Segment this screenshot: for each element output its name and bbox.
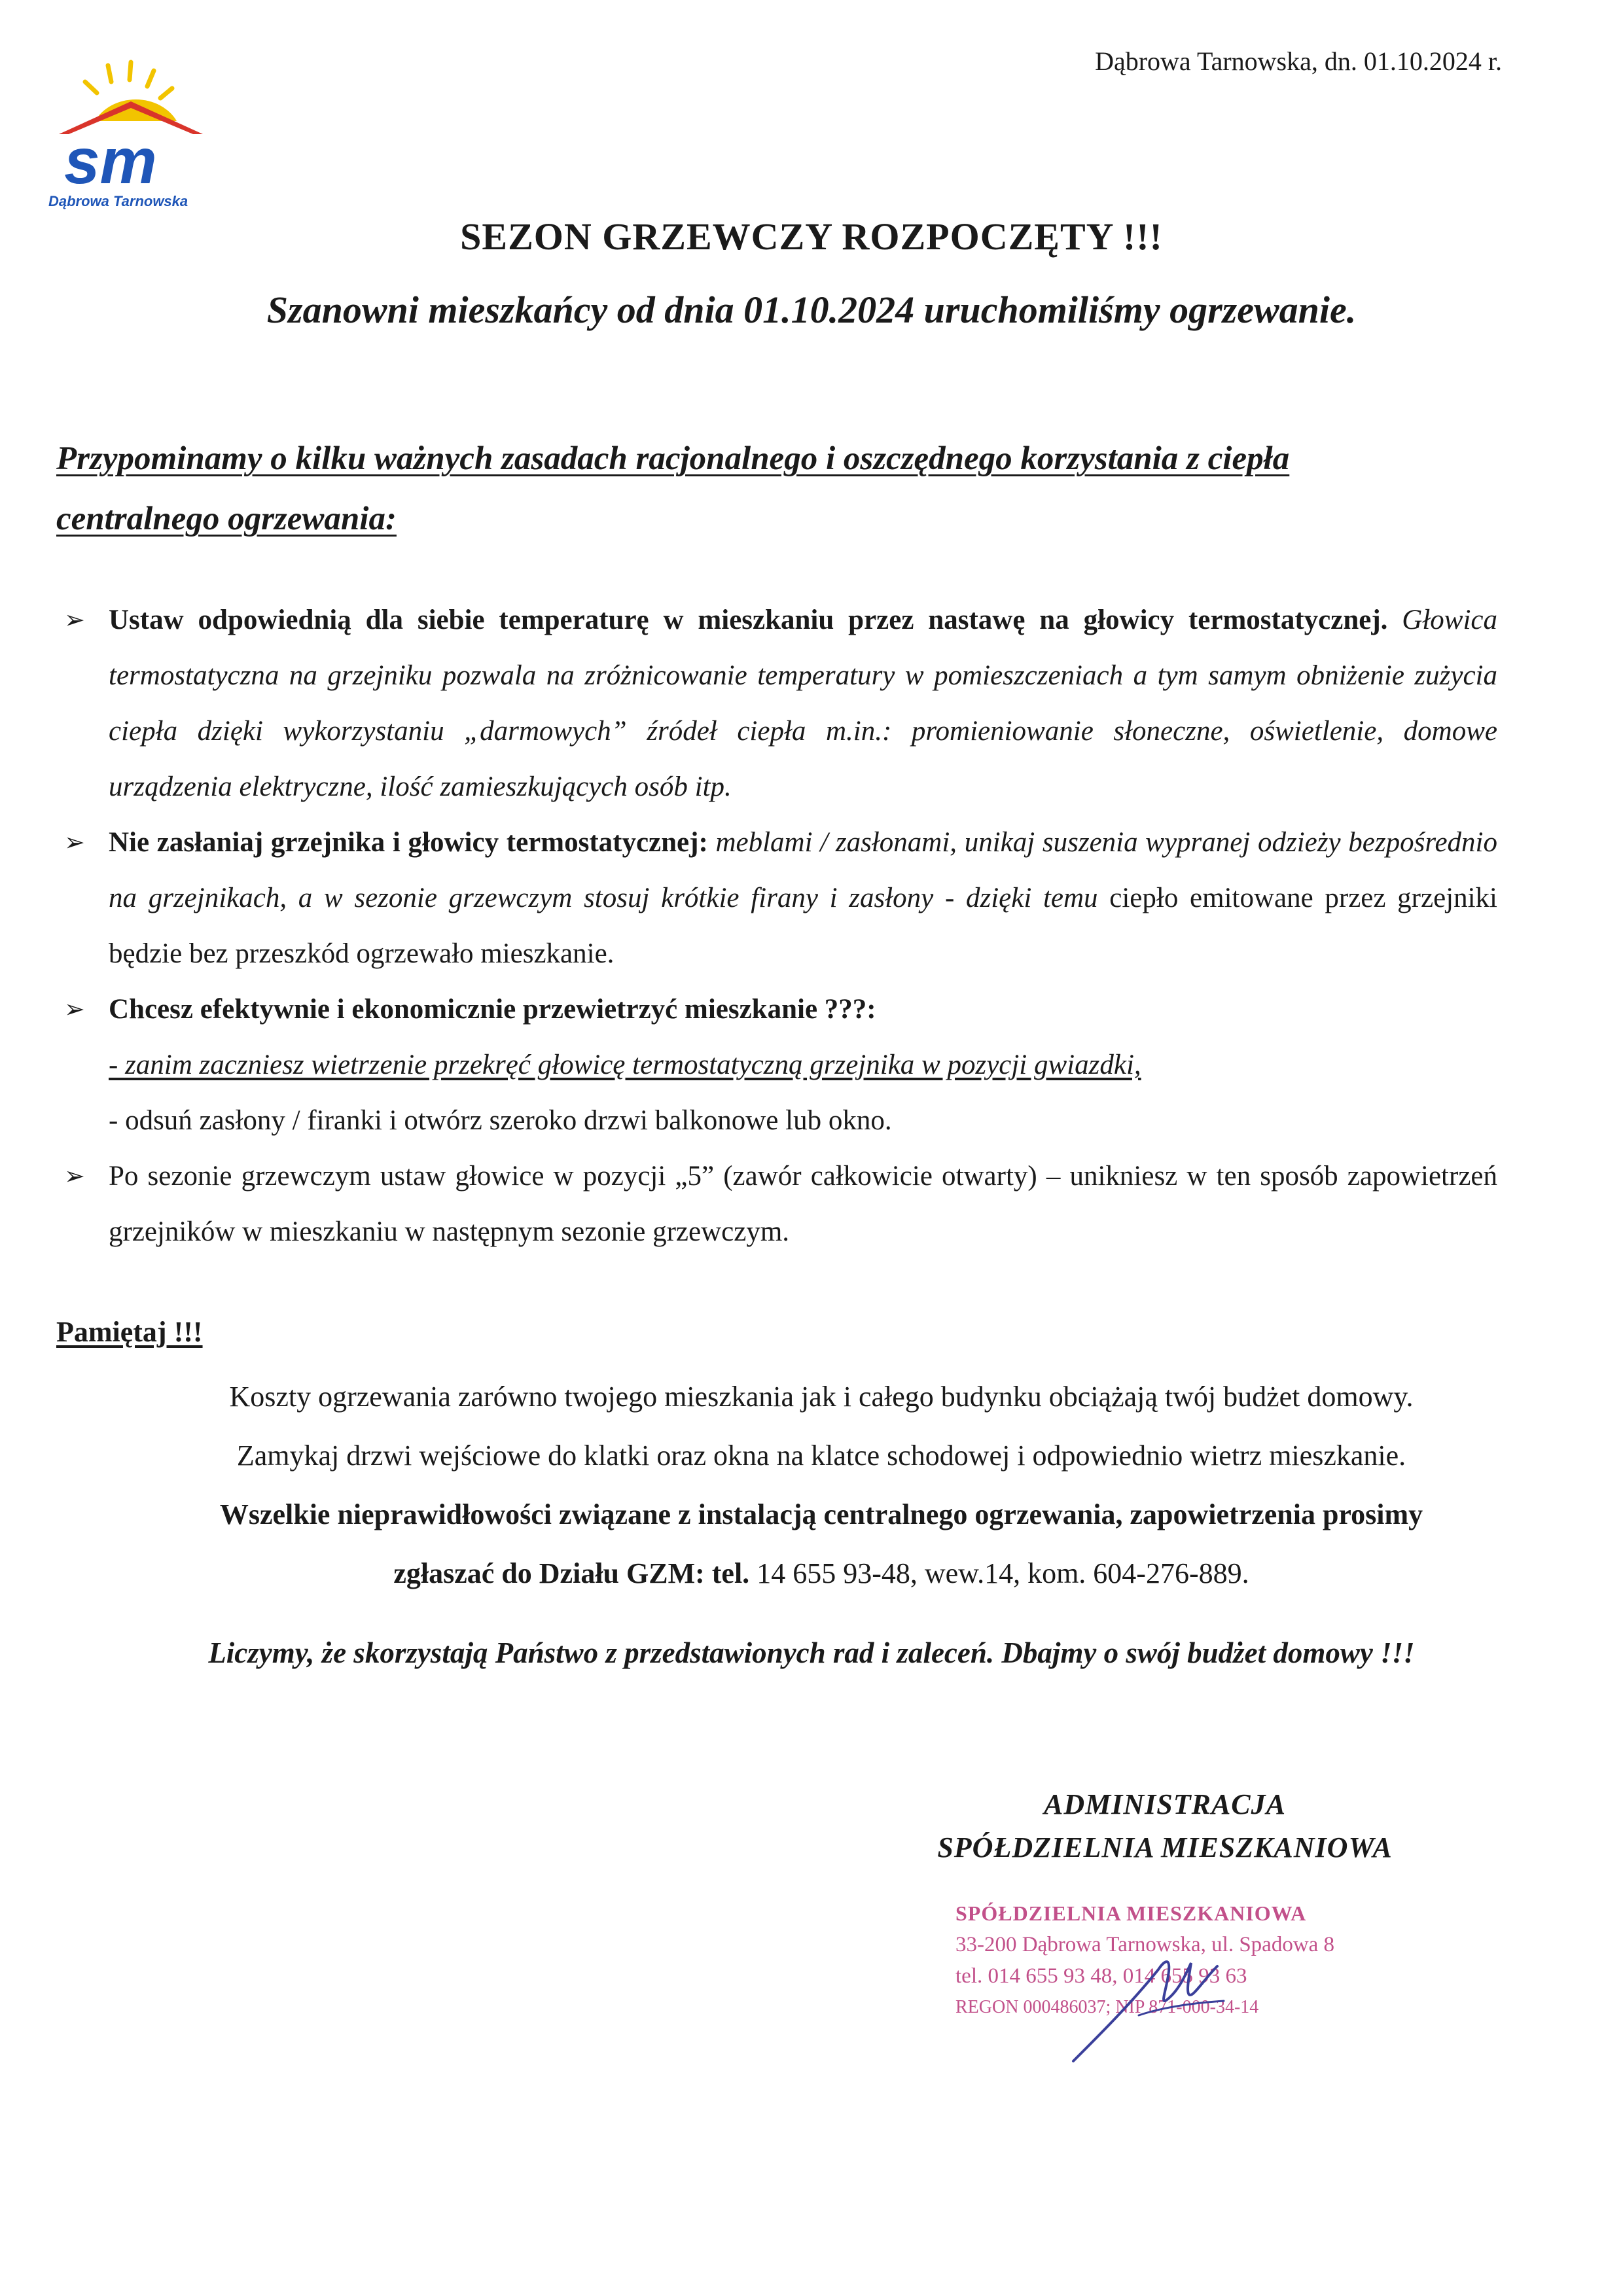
closing-note: Liczymy, że skorzystają Państwo z przedstawionych rad i zaleceń. Dbajmy o swój budżet domowy !!!: [208, 1636, 1415, 1669]
tip-3-step-1: - zanim zaczniesz wietrzenie przekręć głowicę termostatyczną grzejnika w pozycji gwiazdki,: [109, 1050, 1141, 1080]
logo-tagline: Dąbrowa Tarnowska: [48, 193, 188, 209]
date-line: Dąbrowa Tarnowska, dn. 01.10.2024 r.: [1095, 46, 1502, 76]
intro-line-2: centralnego ogrzewania:: [56, 501, 397, 537]
tip-item-ventilation: [64, 981, 1497, 1148]
remember-line-2: Zamykaj drzwi wejściowe do klatki oraz okna na klatce schodowej i odpowiednio wietrz mieszkanie.: [236, 1439, 1406, 1472]
tip-1-heading: Ustaw odpowiednią dla siebie temperaturę w mieszkaniu przez nastawę na głowicy termostatycznej.: [109, 605, 1388, 635]
contact-label: zgłaszać do Działu GZM: tel.: [393, 1557, 750, 1589]
remember-section: [92, 1368, 1551, 1603]
intro-line-1: Przypominamy o kilku ważnych zasadach racjonalnego i oszczędnego korzystania z ciepła: [56, 440, 1290, 477]
tip-item-thermostat: [64, 592, 1497, 815]
tip-item-radiator: [64, 815, 1497, 981]
page-title: SEZON GRZEWCZY ROZPOCZĘTY !!!: [460, 215, 1163, 258]
arrow-bullet-icon: ➢: [64, 828, 85, 857]
handwritten-signature: [1060, 1930, 1243, 2068]
arrow-bullet-icon: ➢: [64, 605, 85, 634]
remember-line-3: Wszelkie nieprawidłowości związane z instalacją centralnego ogrzewania, zapowietrzenia prosimy: [219, 1498, 1423, 1530]
sun-roof-logo-icon: [46, 59, 216, 190]
stamp-line-2: 33-200 Dąbrowa Tarnowska, ul. Spadowa 8: [955, 1933, 1335, 1956]
svg-text:sm: sm: [64, 125, 157, 190]
signature-block: [903, 1783, 1427, 1869]
remember-line-1: Koszty ogrzewania zarówno twojego mieszkania jak i całego budynku obciążają twój budżet domowy.: [229, 1381, 1414, 1413]
arrow-bullet-icon: ➢: [64, 995, 85, 1023]
stamp-line-3: tel. 014 655 93 48, 014 655 93 63: [955, 1964, 1247, 1988]
stamp-line-4: REGON 000486037; NIP 871-000-34-14: [955, 1997, 1259, 2017]
arrow-bullet-icon: ➢: [64, 1161, 85, 1190]
tip-3-step-2: - odsuń zasłony / firanki i otwórz szeroko drzwi balkonowe lub okno.: [109, 1105, 892, 1136]
signature-line-1: ADMINISTRACJA: [1043, 1788, 1286, 1820]
stamp-line-1: SPÓŁDZIELNIA MIESZKANIOWA: [955, 1901, 1307, 1925]
company-logo: [46, 59, 216, 216]
tip-3-heading: Chcesz efektywnie i ekonomicznie przewietrzyć mieszkanie ???:: [109, 994, 876, 1025]
contact-numbers: 14 655 93-48, wew.14, kom. 604-276-889.: [757, 1557, 1249, 1589]
remember-line-4: [92, 1544, 1551, 1603]
signature-line-2: SPÓŁDZIELNIA MIESZKANIOWA: [937, 1831, 1393, 1863]
tip-2-text: meblami / zasłonami, unikaj suszenia wypranej odzieży bezpośrednio na grzejnikach, a w sezonie grzewczym stosuj krótkie firany i zasłony - dzięki temu: [109, 827, 1497, 913]
tip-4-text: Po sezonie grzewczym ustaw głowice w pozycji „5” (zawór całkowicie otwarty) – unikniesz w ten sposób zapowietrzeń grzejników w mieszkaniu w następnym sezonie grzewczym.: [109, 1161, 1497, 1247]
tip-2-heading: Nie zasłaniaj grzejnika i głowicy termostatycznej:: [109, 827, 708, 858]
page-subtitle: Szanowni mieszkańcy od dnia 01.10.2024 uruchomiliśmy ogrzewanie.: [266, 289, 1357, 331]
tip-item-end-of-season: [64, 1148, 1497, 1260]
tip-2-text-end: ciepło emitowane przez grzejniki będzie bez przeszkód ogrzewało mieszkanie.: [109, 883, 1497, 969]
intro-heading: [56, 429, 1470, 549]
tip-1-text: Głowica termostatyczna na grzejniku pozwala na zróżnicowanie temperatury w pomieszczeniach a tym samym obniżenie zużycia ciepła dzięki wykorzystaniu „darmowych” źródeł ciepła m.in.: promieniowanie słoneczne, oświetlenie, domowe urządzenia elektryczne, ilość zamieszkujących osób itp.: [109, 605, 1497, 802]
remember-heading: Pamiętaj !!!: [56, 1316, 203, 1348]
tips-list: [64, 592, 1497, 1260]
